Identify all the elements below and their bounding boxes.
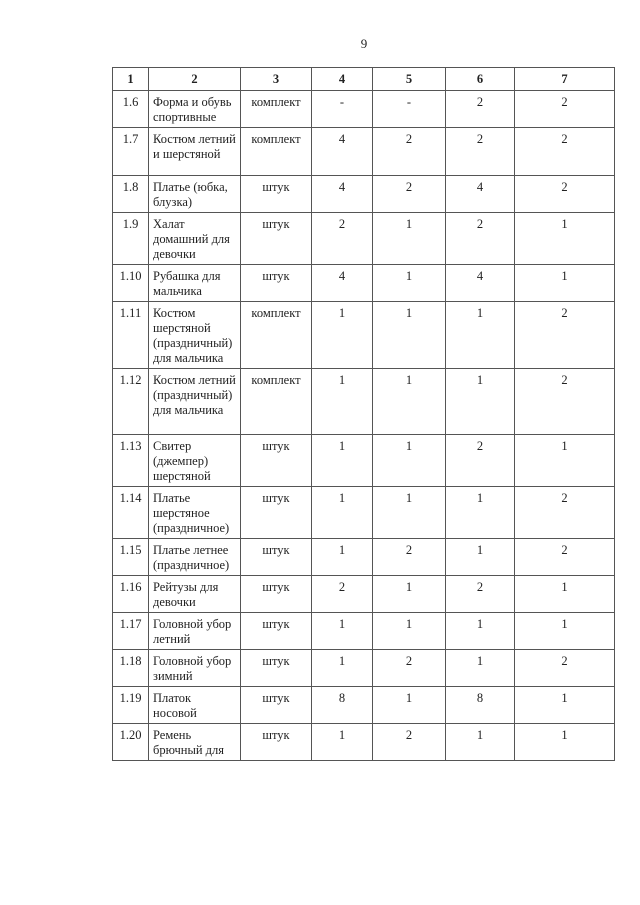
item-name: Халат домашний для девочки bbox=[149, 213, 241, 265]
unit-of-measure: штук bbox=[241, 435, 312, 487]
item-name: Головной убор летний bbox=[149, 613, 241, 650]
column-header: 6 bbox=[446, 68, 515, 91]
norms-table bbox=[112, 67, 615, 761]
value-col-4: 8 bbox=[312, 687, 373, 724]
value-col-6: 2 bbox=[446, 213, 515, 265]
row-number: 1.15 bbox=[113, 539, 149, 576]
value-col-5: 1 bbox=[373, 213, 446, 265]
unit-of-measure: штук bbox=[241, 650, 312, 687]
value-col-6: 2 bbox=[446, 91, 515, 128]
value-col-4: 4 bbox=[312, 176, 373, 213]
row-number: 1.18 bbox=[113, 650, 149, 687]
value-col-5: 1 bbox=[373, 576, 446, 613]
value-col-7: 2 bbox=[515, 487, 615, 539]
value-col-4: 1 bbox=[312, 724, 373, 761]
row-number: 1.14 bbox=[113, 487, 149, 539]
unit-of-measure: штук bbox=[241, 576, 312, 613]
value-col-5: 1 bbox=[373, 302, 446, 369]
column-header: 5 bbox=[373, 68, 446, 91]
value-col-4: 1 bbox=[312, 613, 373, 650]
unit-of-measure: штук bbox=[241, 487, 312, 539]
unit-of-measure: штук bbox=[241, 176, 312, 213]
table-row bbox=[113, 650, 615, 687]
value-col-5: 2 bbox=[373, 176, 446, 213]
value-col-6: 1 bbox=[446, 650, 515, 687]
item-name: Костюм шерстяной (праздничный) для мальчика bbox=[149, 302, 241, 369]
value-col-4: 2 bbox=[312, 213, 373, 265]
table-row bbox=[113, 128, 615, 176]
value-col-6: 4 bbox=[446, 265, 515, 302]
item-name: Рубашка для мальчика bbox=[149, 265, 241, 302]
item-name: Свитер (джемпер) шерстяной bbox=[149, 435, 241, 487]
table-row bbox=[113, 435, 615, 487]
value-col-5: 1 bbox=[373, 435, 446, 487]
table-row bbox=[113, 265, 615, 302]
unit-of-measure: комплект bbox=[241, 128, 312, 176]
row-number: 1.17 bbox=[113, 613, 149, 650]
value-col-5: 2 bbox=[373, 724, 446, 761]
table-row bbox=[113, 687, 615, 724]
table-row bbox=[113, 539, 615, 576]
item-name: Головной убор зимний bbox=[149, 650, 241, 687]
header-row bbox=[113, 68, 615, 91]
item-name: Форма и обувь спортивные bbox=[149, 91, 241, 128]
value-col-7: 2 bbox=[515, 650, 615, 687]
value-col-5: - bbox=[373, 91, 446, 128]
value-col-6: 2 bbox=[446, 576, 515, 613]
column-header: 1 bbox=[113, 68, 149, 91]
value-col-6: 1 bbox=[446, 539, 515, 576]
value-col-6: 1 bbox=[446, 302, 515, 369]
value-col-7: 1 bbox=[515, 687, 615, 724]
value-col-5: 1 bbox=[373, 687, 446, 724]
row-number: 1.19 bbox=[113, 687, 149, 724]
value-col-7: 1 bbox=[515, 265, 615, 302]
value-col-4: 1 bbox=[312, 539, 373, 576]
item-name: Платье летнее (праздничное) bbox=[149, 539, 241, 576]
item-name: Ремень брючный для bbox=[149, 724, 241, 761]
value-col-7: 2 bbox=[515, 302, 615, 369]
table-row bbox=[113, 613, 615, 650]
value-col-4: 1 bbox=[312, 650, 373, 687]
value-col-7: 2 bbox=[515, 369, 615, 435]
unit-of-measure: комплект bbox=[241, 302, 312, 369]
value-col-6: 2 bbox=[446, 128, 515, 176]
row-number: 1.13 bbox=[113, 435, 149, 487]
table-row bbox=[113, 213, 615, 265]
item-name: Рейтузы для девочки bbox=[149, 576, 241, 613]
value-col-5: 1 bbox=[373, 265, 446, 302]
unit-of-measure: комплект bbox=[241, 369, 312, 435]
value-col-5: 2 bbox=[373, 539, 446, 576]
value-col-4: 4 bbox=[312, 265, 373, 302]
column-header: 2 bbox=[149, 68, 241, 91]
value-col-6: 1 bbox=[446, 369, 515, 435]
page-number: 9 bbox=[360, 36, 368, 51]
value-col-5: 2 bbox=[373, 650, 446, 687]
value-col-7: 1 bbox=[515, 576, 615, 613]
row-number: 1.16 bbox=[113, 576, 149, 613]
value-col-7: 2 bbox=[515, 91, 615, 128]
item-name: Костюм летний (праздничный) для мальчика bbox=[149, 369, 241, 435]
unit-of-measure: штук bbox=[241, 613, 312, 650]
table-row bbox=[113, 91, 615, 128]
column-header: 4 bbox=[312, 68, 373, 91]
value-col-4: 4 bbox=[312, 128, 373, 176]
value-col-7: 1 bbox=[515, 613, 615, 650]
row-number: 1.8 bbox=[113, 176, 149, 213]
value-col-7: 2 bbox=[515, 176, 615, 213]
row-number: 1.10 bbox=[113, 265, 149, 302]
value-col-7: 1 bbox=[515, 435, 615, 487]
row-number: 1.9 bbox=[113, 213, 149, 265]
value-col-5: 2 bbox=[373, 128, 446, 176]
row-number: 1.11 bbox=[113, 302, 149, 369]
column-header: 7 bbox=[515, 68, 615, 91]
value-col-5: 1 bbox=[373, 369, 446, 435]
unit-of-measure: штук bbox=[241, 724, 312, 761]
table-row bbox=[113, 487, 615, 539]
value-col-6: 4 bbox=[446, 176, 515, 213]
row-number: 1.20 bbox=[113, 724, 149, 761]
row-number: 1.7 bbox=[113, 128, 149, 176]
value-col-7: 2 bbox=[515, 539, 615, 576]
item-name: Платок носовой bbox=[149, 687, 241, 724]
value-col-7: 1 bbox=[515, 213, 615, 265]
value-col-6: 1 bbox=[446, 724, 515, 761]
item-name: Платье шерстяное (праздничное) bbox=[149, 487, 241, 539]
value-col-6: 2 bbox=[446, 435, 515, 487]
value-col-6: 1 bbox=[446, 487, 515, 539]
value-col-5: 1 bbox=[373, 487, 446, 539]
table-row bbox=[113, 576, 615, 613]
item-name: Костюм летний и шерстяной bbox=[149, 128, 241, 176]
unit-of-measure: штук bbox=[241, 213, 312, 265]
unit-of-measure: штук bbox=[241, 539, 312, 576]
value-col-4: 1 bbox=[312, 487, 373, 539]
value-col-4: 1 bbox=[312, 302, 373, 369]
column-header: 3 bbox=[241, 68, 312, 91]
value-col-4: 1 bbox=[312, 435, 373, 487]
value-col-5: 1 bbox=[373, 613, 446, 650]
value-col-4: 1 bbox=[312, 369, 373, 435]
value-col-6: 1 bbox=[446, 613, 515, 650]
table-row bbox=[113, 724, 615, 761]
row-number: 1.12 bbox=[113, 369, 149, 435]
row-number: 1.6 bbox=[113, 91, 149, 128]
item-name: Платье (юбка, блузка) bbox=[149, 176, 241, 213]
table-row bbox=[113, 369, 615, 435]
value-col-4: - bbox=[312, 91, 373, 128]
value-col-4: 2 bbox=[312, 576, 373, 613]
unit-of-measure: штук bbox=[241, 687, 312, 724]
unit-of-measure: комплект bbox=[241, 91, 312, 128]
table-row bbox=[113, 302, 615, 369]
unit-of-measure: штук bbox=[241, 265, 312, 302]
value-col-7: 2 bbox=[515, 128, 615, 176]
value-col-7: 1 bbox=[515, 724, 615, 761]
value-col-6: 8 bbox=[446, 687, 515, 724]
table-row bbox=[113, 176, 615, 213]
